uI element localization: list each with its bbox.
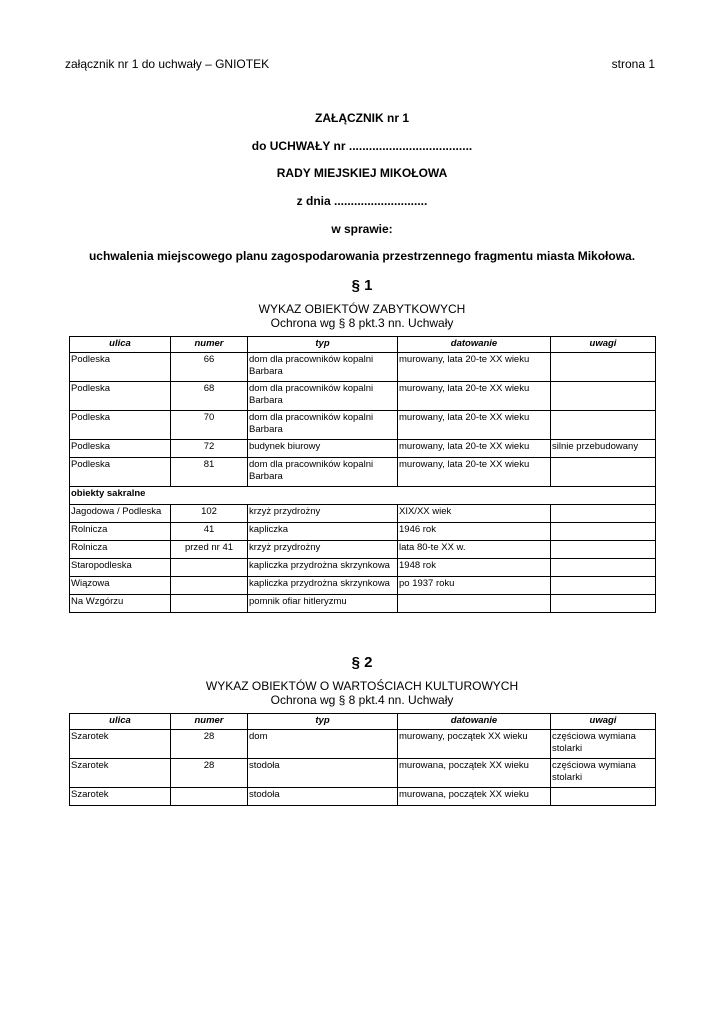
table-row: [70, 440, 656, 458]
page-number: strona 1: [611, 57, 655, 71]
column-header-uwagi: uwagi: [551, 337, 656, 353]
resolution-number: do UCHWAŁY nr .....................................: [251, 139, 473, 153]
cell-numer: 102: [171, 505, 248, 523]
cell-uwagi: [551, 505, 656, 523]
column-header-typ: typ: [248, 714, 398, 730]
category-row: [70, 487, 656, 505]
cell-datowanie: po 1937 roku: [398, 577, 551, 595]
cell-typ: kapliczka przydrożna skrzynkowa: [248, 559, 398, 577]
cell-datowanie: 1948 rok: [398, 559, 551, 577]
column-header-datowanie: datowanie: [398, 337, 551, 353]
cell-typ: stodoła: [248, 788, 398, 806]
cell-numer: 72: [171, 440, 248, 458]
column-header-uwagi: uwagi: [551, 714, 656, 730]
section1-symbol: § 1: [351, 277, 373, 294]
cell-typ: kapliczka przydrożna skrzynkowa: [248, 577, 398, 595]
cell-datowanie: [398, 595, 551, 613]
section2-symbol: § 2: [351, 654, 373, 671]
subject-text: uchwalenia miejscowego planu zagospodarowania przestrzennego fragmentu miasta Mikołowa.: [88, 249, 636, 263]
cell-ulica: Szarotek: [70, 759, 171, 788]
cell-typ: dom dla pracowników kopalni Barbara: [248, 382, 398, 411]
cell-ulica: Podleska: [70, 440, 171, 458]
cell-numer: [171, 577, 248, 595]
cell-typ: stodoła: [248, 759, 398, 788]
cell-uwagi: [551, 595, 656, 613]
section1-heading: WYKAZ OBIEKTÓW ZABYTKOWYCH: [258, 302, 466, 316]
cell-uwagi: [551, 411, 656, 440]
cell-datowanie: murowana, początek XX wieku: [398, 759, 551, 788]
table-row: [70, 353, 656, 382]
cultural-objects-table: [69, 713, 656, 806]
section2-heading: WYKAZ OBIEKTÓW O WARTOŚCIACH KULTUROWYCH: [205, 679, 519, 693]
cell-ulica: Podleska: [70, 458, 171, 487]
cell-uwagi: [551, 382, 656, 411]
table-row: [70, 788, 656, 806]
cell-numer: [171, 595, 248, 613]
cell-uwagi: silnie przebudowany: [551, 440, 656, 458]
cell-uwagi: częściowa wymiana stolarki: [551, 730, 656, 759]
cell-numer: 28: [171, 730, 248, 759]
cell-ulica: Podleska: [70, 411, 171, 440]
cell-numer: [171, 559, 248, 577]
cell-ulica: Wiązowa: [70, 577, 171, 595]
cell-uwagi: [551, 559, 656, 577]
cell-numer: 81: [171, 458, 248, 487]
column-header-ulica: ulica: [70, 337, 171, 353]
cell-uwagi: [551, 523, 656, 541]
column-header-numer: numer: [171, 714, 248, 730]
category-label: obiekty sakralne: [70, 487, 656, 505]
cell-numer: 41: [171, 523, 248, 541]
column-header-datowanie: datowanie: [398, 714, 551, 730]
cell-ulica: Podleska: [70, 353, 171, 382]
cell-datowanie: lata 80-te XX w.: [398, 541, 551, 559]
table-row: [70, 595, 656, 613]
cell-datowanie: murowany, lata 20-te XX wieku: [398, 440, 551, 458]
cell-uwagi: [551, 458, 656, 487]
cell-typ: dom: [248, 730, 398, 759]
cell-uwagi: [551, 788, 656, 806]
table-row: [70, 411, 656, 440]
cell-numer: 28: [171, 759, 248, 788]
annex-title: ZAŁĄCZNIK nr 1: [315, 111, 409, 125]
cell-typ: krzyż przydrożny: [248, 541, 398, 559]
subject-label: w sprawie:: [331, 222, 393, 236]
cell-uwagi: [551, 577, 656, 595]
cell-uwagi: częściowa wymiana stolarki: [551, 759, 656, 788]
cell-datowanie: 1946 rok: [398, 523, 551, 541]
table-header-row: [70, 714, 656, 730]
cell-typ: pomnik ofiar hitleryzmu: [248, 595, 398, 613]
cell-ulica: Szarotek: [70, 730, 171, 759]
cell-numer: 70: [171, 411, 248, 440]
cell-datowanie: murowany, lata 20-te XX wieku: [398, 382, 551, 411]
cell-numer: przed nr 41: [171, 541, 248, 559]
cell-typ: dom dla pracowników kopalni Barbara: [248, 458, 398, 487]
cell-ulica: Podleska: [70, 382, 171, 411]
column-header-ulica: ulica: [70, 714, 171, 730]
cell-datowanie: murowany, lata 20-te XX wieku: [398, 458, 551, 487]
table-row: [70, 458, 656, 487]
cell-typ: dom dla pracowników kopalni Barbara: [248, 353, 398, 382]
cell-datowanie: murowany, lata 20-te XX wieku: [398, 411, 551, 440]
cell-datowanie: murowany, lata 20-te XX wieku: [398, 353, 551, 382]
table-row: [70, 559, 656, 577]
table-row: [70, 730, 656, 759]
cell-ulica: Staropodleska: [70, 559, 171, 577]
column-header-numer: numer: [171, 337, 248, 353]
column-header-typ: typ: [248, 337, 398, 353]
cell-numer: 66: [171, 353, 248, 382]
cell-ulica: Rolnicza: [70, 523, 171, 541]
cell-numer: [171, 788, 248, 806]
cell-typ: budynek biurowy: [248, 440, 398, 458]
table-row: [70, 577, 656, 595]
table-row: [70, 523, 656, 541]
monuments-table: [69, 336, 656, 613]
cell-ulica: Szarotek: [70, 788, 171, 806]
cell-uwagi: [551, 541, 656, 559]
cell-ulica: Jagodowa / Podleska: [70, 505, 171, 523]
cell-datowanie: murowana, początek XX wieku: [398, 788, 551, 806]
council-name: RADY MIEJSKIEJ MIKOŁOWA: [276, 166, 448, 180]
table-row: [70, 505, 656, 523]
cell-typ: dom dla pracowników kopalni Barbara: [248, 411, 398, 440]
cell-ulica: Na Wzgórzu: [70, 595, 171, 613]
section1-subheading: Ochrona wg § 8 pkt.3 nn. Uchwały: [270, 316, 454, 330]
cell-ulica: Rolnicza: [70, 541, 171, 559]
header-left: załącznik nr 1 do uchwały – GNIOTEK: [65, 57, 270, 71]
cell-uwagi: [551, 353, 656, 382]
cell-datowanie: murowany, początek XX wieku: [398, 730, 551, 759]
table-header-row: [70, 337, 656, 353]
section2-subheading: Ochrona wg § 8 pkt.4 nn. Uchwały: [270, 693, 454, 707]
table-row: [70, 759, 656, 788]
cell-typ: kapliczka: [248, 523, 398, 541]
table-row: [70, 541, 656, 559]
resolution-date: z dnia ............................: [296, 194, 428, 208]
cell-datowanie: XIX/XX wiek: [398, 505, 551, 523]
table-row: [70, 382, 656, 411]
cell-typ: krzyż przydrożny: [248, 505, 398, 523]
cell-numer: 68: [171, 382, 248, 411]
